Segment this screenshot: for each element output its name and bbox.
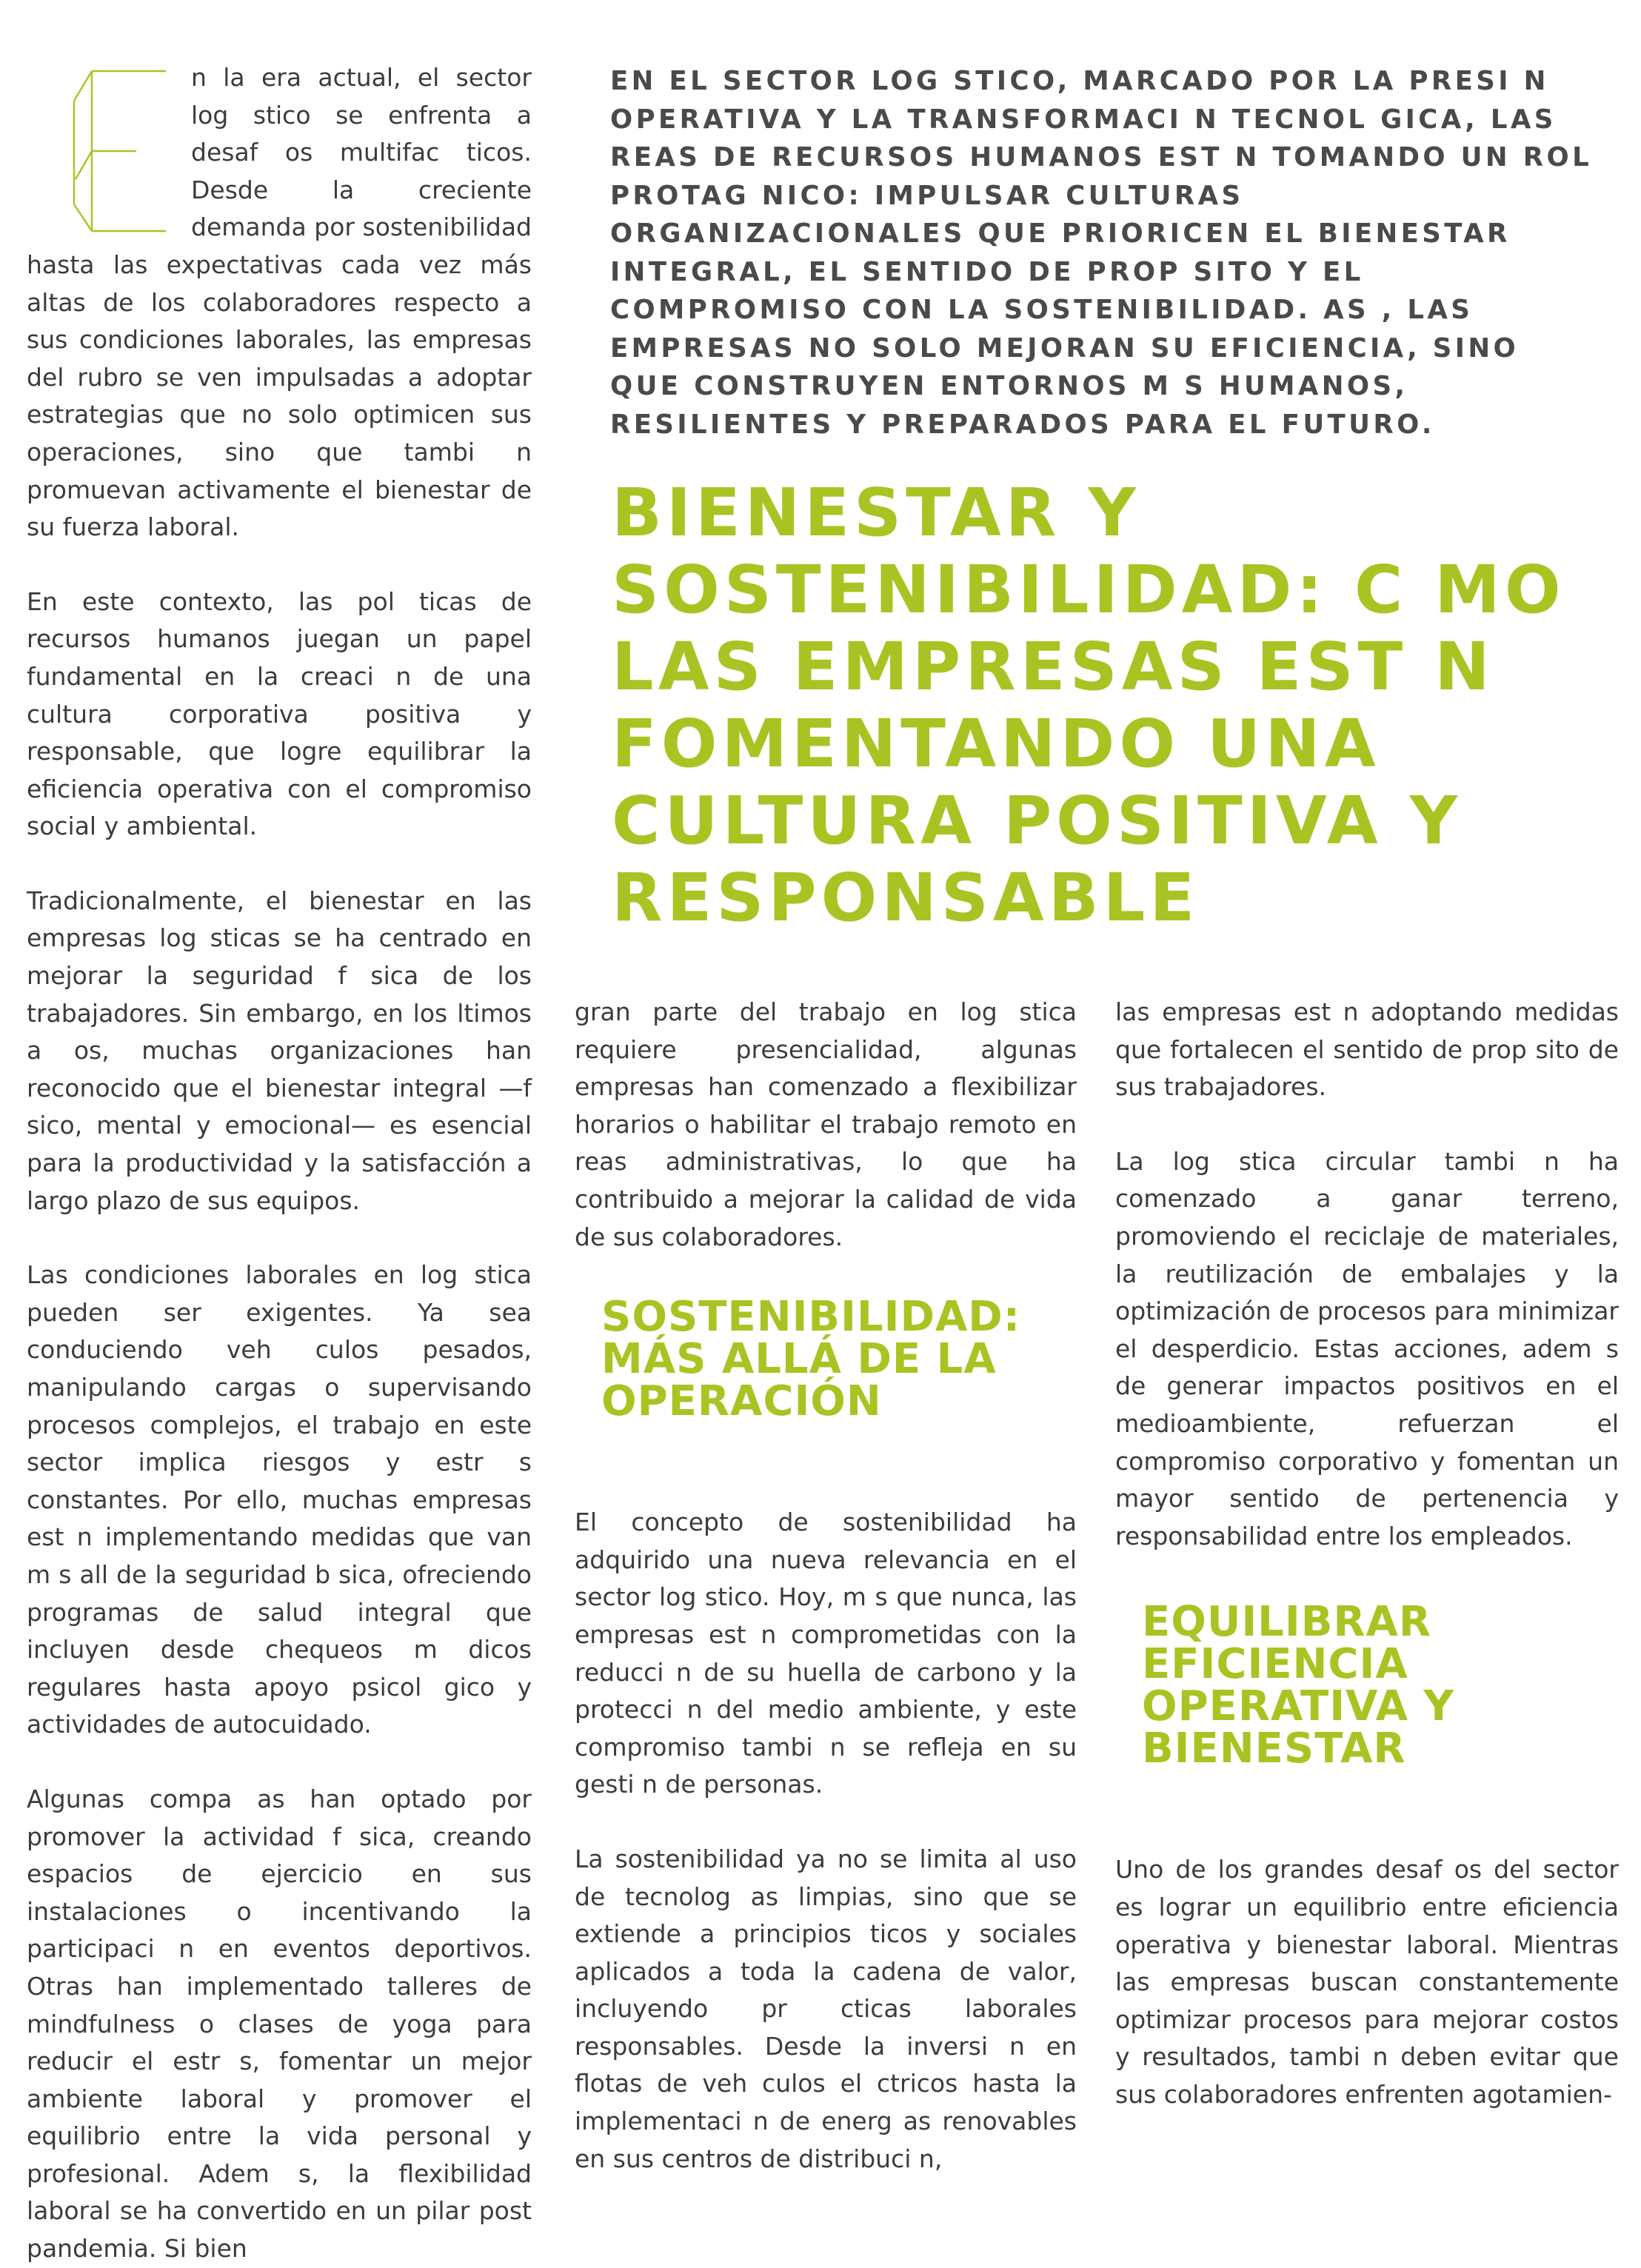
drop-cap-e-outline bbox=[71, 70, 167, 233]
paragraph: Uno de los grandes desaf os del sector es lograr un equilibrio entre eficiencia operativa y bienestar laboral. Mientras las empresas buscan constantemente optimizar procesos para mejorar costos y resultados, tambi n deben evitar que sus colaboradores enfrenten agotamien- bbox=[1115, 1855, 1619, 2109]
column-right bbox=[1115, 994, 1619, 2113]
paragraph: n la era actual, el sector log stico se enfrenta a desaf os multifac ticos. Desde la creciente demanda por sostenibilidad hasta las expectativas cada vez más altas de los colaboradores respecto a sus condiciones laborales, las empresas del rubro se ven impulsadas a adoptar estrategias que no solo optimicen sus operaciones, sino que tambi n promuevan activamente el bienestar de su fuerza laboral. bbox=[27, 63, 532, 542]
paragraph: Las condiciones laborales en log stica pueden ser exigentes. Ya sea conduciendo veh culos pesados, manipulando cargas o supervisando procesos complejos, el trabajo en este sector implica riesgos y estr s constantes. Por ello, muchas empresas est n implementando medidas que van m s all de la seguridad b sica, ofreciendo programas de salud integral que incluyen desde chequeos m dicos regulares hasta apoyo psicol gico y actividades de autocuidado. bbox=[27, 1260, 532, 1739]
paragraph: las empresas est n adoptando medidas que fortalecen el sentido de prop sito de sus trabajadores. bbox=[1115, 997, 1619, 1102]
intro-lead: EN EL SECTOR LOG STICO, MARCADO POR LA PRESI N OPERATIVA Y LA TRANSFORMACI N TECNOL GICA, LAS REAS DE RECURSOS HUMANOS EST N TOMANDO UN ROL PROTAG NICO: IMPULSAR CULTURAS ORGANIZACIONALES QUE PRIORICEN EL BIENESTAR INTEGRAL, EL SENTIDO DE PROP SITO Y EL COMPROMISO CON LA SOSTENIBILIDAD. AS , LAS EMPRESAS NO SOLO MEJORAN SU EFICIENCIA, SINO QUE CONSTRUYEN ENTORNOS M S HUMANOS, RESILIENTES Y PREPARADOS PARA EL FUTURO. bbox=[610, 66, 1593, 440]
column-left bbox=[27, 59, 532, 2268]
paragraph: gran parte del trabajo en log stica requiere presencialidad, algunas empresas han comenzado a flexibilizar horarios o habilitar el trabajo remoto en reas administrativas, lo que ha contribuido a mejorar la calidad de vida de sus colaboradores. bbox=[575, 997, 1077, 1251]
paragraph: Tradicionalmente, el bienestar en las empresas log sticas se ha centrado en mejorar la seguridad f sica de los trabajadores. Sin embargo, en los ltimos a os, muchas organizaciones han reconocido que el bienestar integral —f sico, mental y emocional— es esencial para la productividad y la satisfacción a largo plazo de sus equipos. bbox=[27, 886, 532, 1215]
section-heading-equilibrar: EQUILIBRAR EFICIENCIA OPERATIVA Y BIENESTAR bbox=[1142, 1598, 1454, 1773]
paragraph: En este contexto, las pol ticas de recursos humanos juegan un papel fundamental en la creaci n de una cultura corporativa positiva y responsable, que logre equilibrar la eficiencia operativa con el compromiso social y ambiental. bbox=[27, 586, 532, 841]
drop-cap bbox=[27, 59, 191, 239]
article-title: BIENESTAR Y SOSTENIBILIDAD: C MO LAS EMPRESAS EST N FOMENTANDO UNA CULTURA POSITIVA Y RESPONSABLE bbox=[612, 474, 1565, 936]
paragraph: Algunas compa as han optado por promover la actividad f sica, creando espacios de ejercicio en sus instalaciones o incentivando la participaci n en eventos deportivos. Otras han implementado talleres de mindfulness o clases de yoga para reducir el estr s, fomentar un mejor ambiente laboral y promover el equilibrio entre la vida personal y profesional. Adem s, la flexibilidad laboral se ha convertido en un pilar post pandemia. Si bien bbox=[27, 1784, 532, 2264]
paragraph: La sostenibilidad ya no se limita al uso de tecnolog as limpias, sino que se extiende a principios ticos y sociales aplicados a toda la cadena de valor, incluyendo pr cticas laborales responsables. Desde la inversi n en flotas de veh culos el ctricos hasta la implementaci n de energ as renovables en sus centros de distribuci n, bbox=[575, 1844, 1077, 2173]
paragraph: La log stica circular tambi n ha comenzado a ganar terreno, promoviendo el reciclaje de materiales, la reutilización de embalajes y la optimización de procesos para minimizar el desperdicio. Estas acciones, adem s de generar impactos positivos en el medioambiente, refuerzan el compromiso corporativo y fomentan un mayor sentido de pertenencia y responsabilidad entre los empleados. bbox=[1115, 1146, 1619, 1551]
column-middle bbox=[575, 994, 1077, 2178]
section-heading-sostenibilidad: SOSTENIBILIDAD: MÁS ALLÁ DE LA OPERACIÓN bbox=[601, 1293, 1021, 1426]
paragraph: El concepto de sostenibilidad ha adquirido una nueva relevancia en el sector log stico. Hoy, m s que nunca, las empresas est n comprometidas con la reducci n de su huella de carbono y la protecci n del medio ambiente, y este compromiso tambi n se refleja en su gesti n de personas. bbox=[575, 1508, 1077, 1799]
